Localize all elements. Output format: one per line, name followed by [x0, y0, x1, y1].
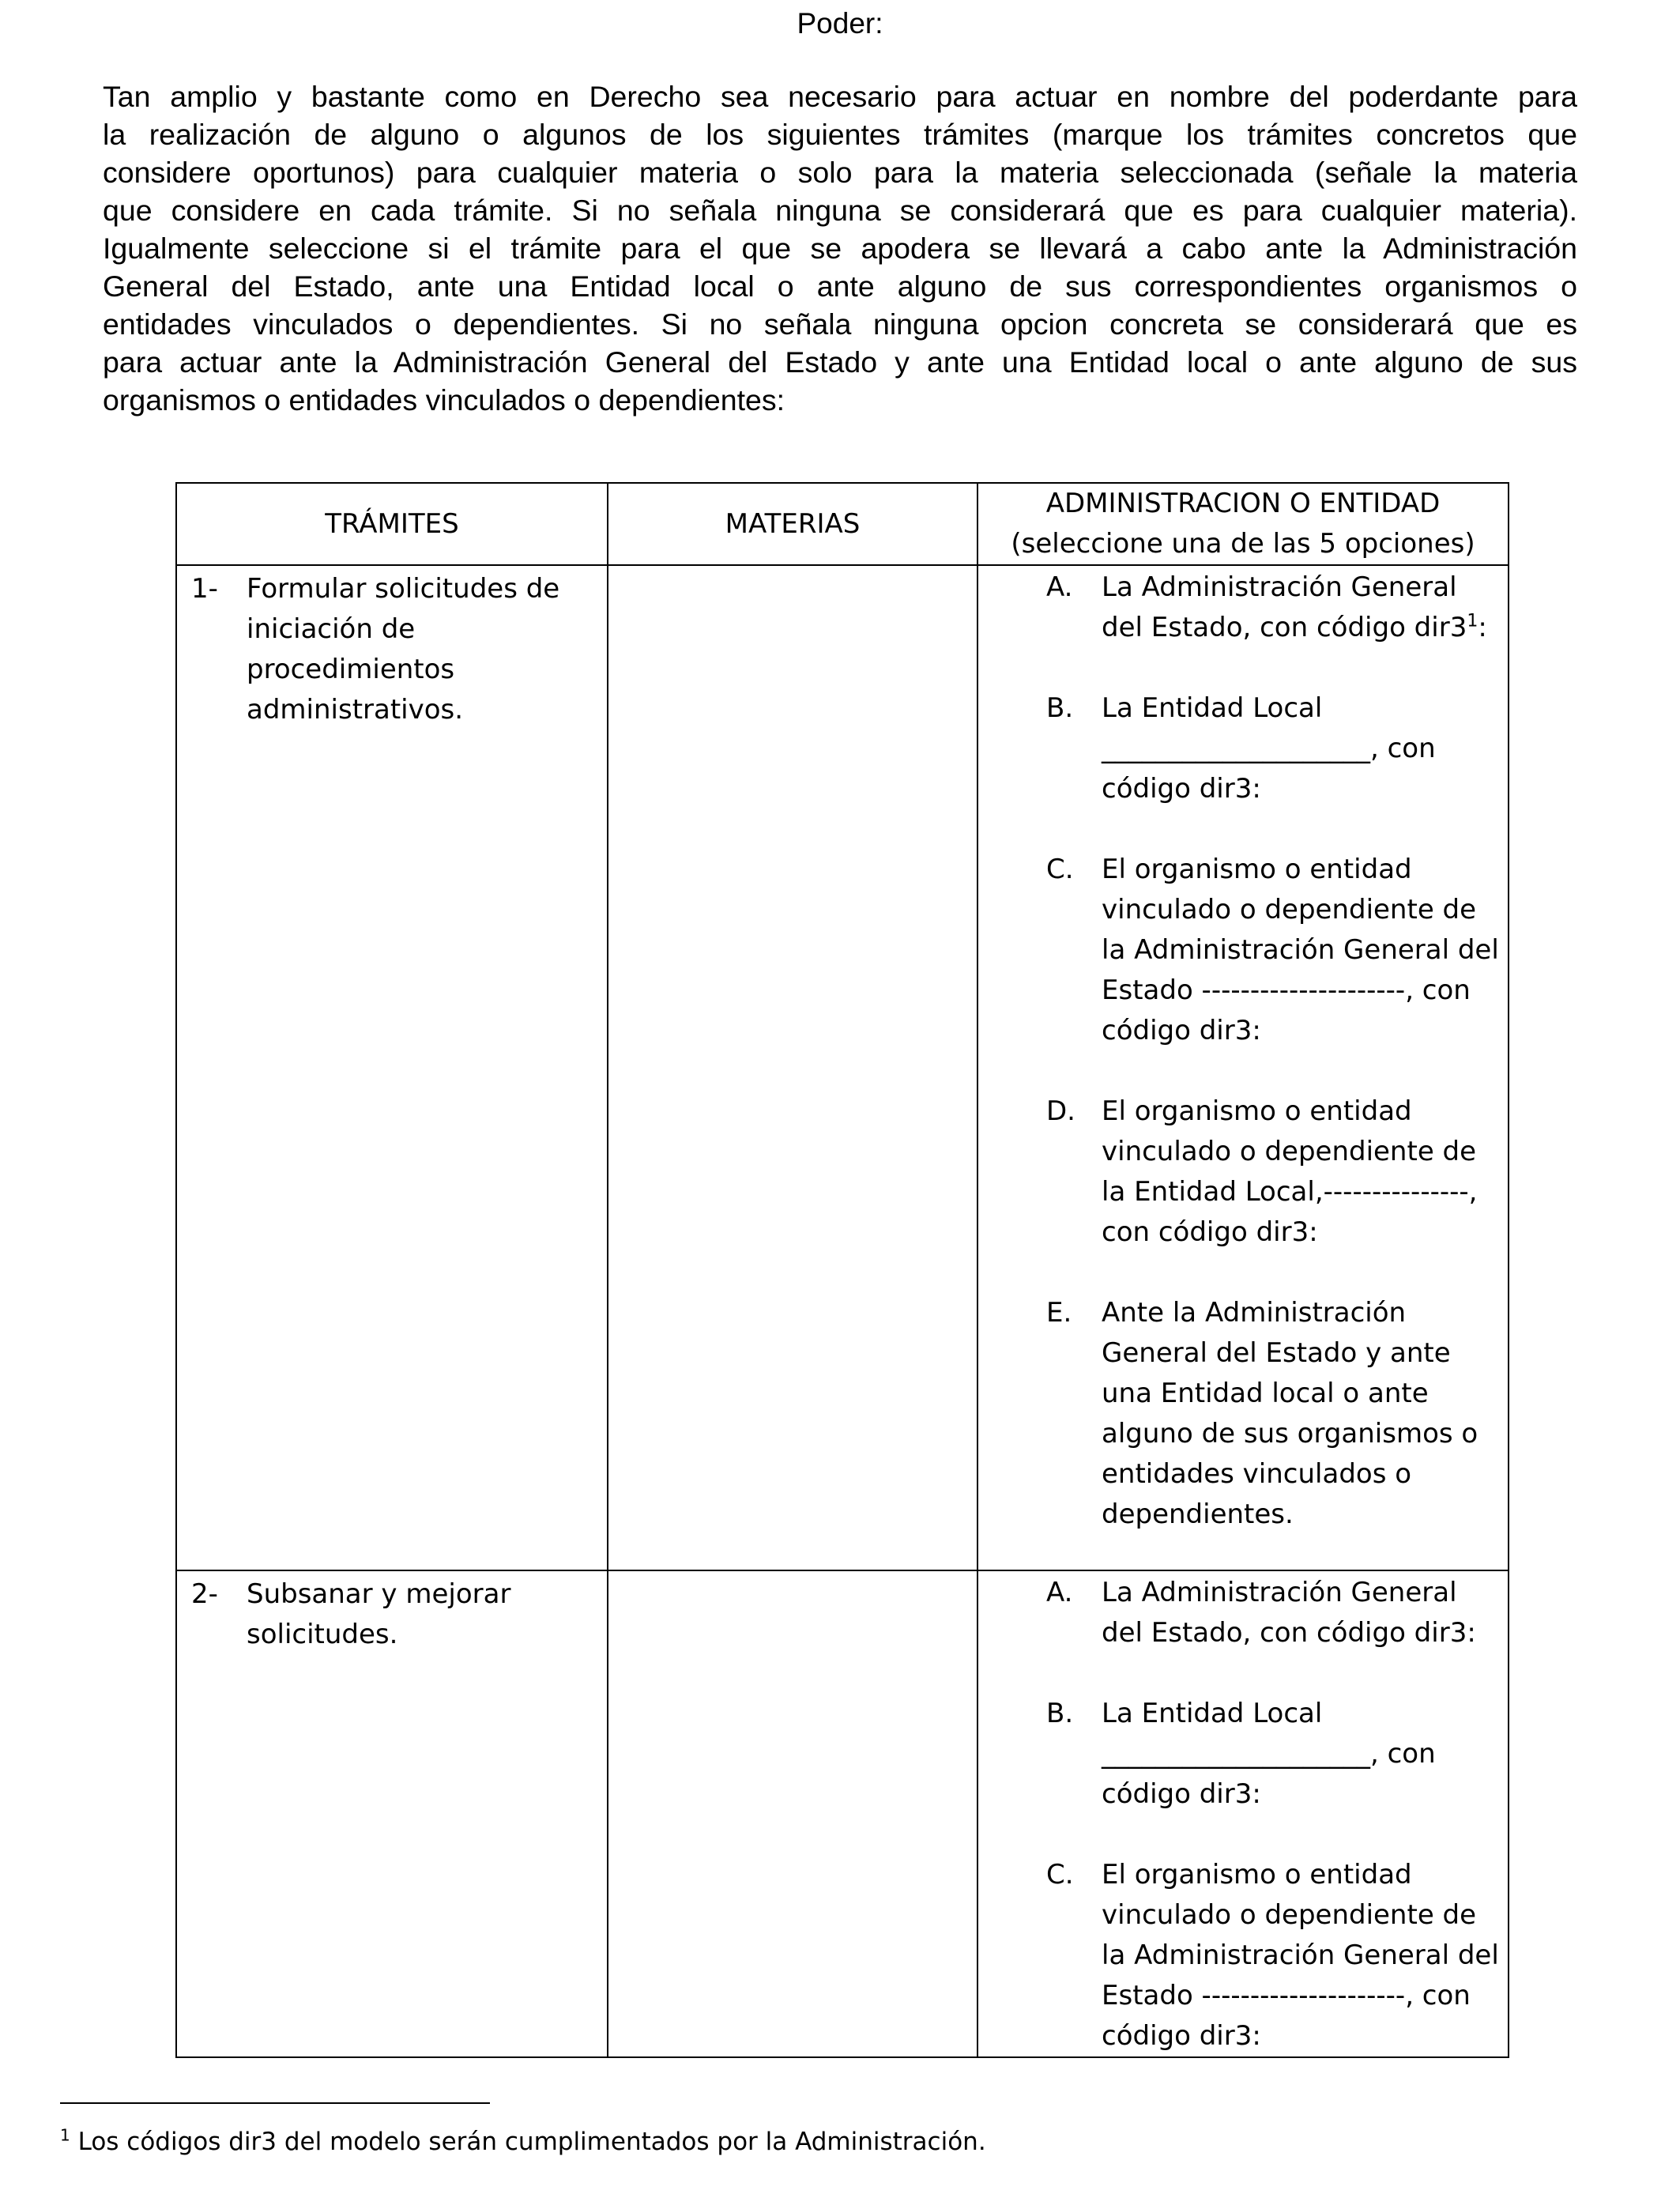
option-text: [1102, 567, 1500, 648]
admin-option[interactable]: [978, 567, 1508, 648]
footnote-ref: 1: [1467, 611, 1478, 631]
option-letter: A.: [1046, 1577, 1073, 1608]
header-materias: MATERIAS: [608, 483, 977, 565]
option-text-main: La Administración General del Estado, con código dir3: [1102, 571, 1467, 643]
intro-line: considere oportunos) para cualquier materia o solo para la materia seleccionada (señale la materia: [103, 156, 1577, 189]
option-letter: A.: [1046, 571, 1073, 603]
intro-line: la realización de alguno o algunos de los siguientes trámites (marque los trámites concretos que: [103, 118, 1577, 151]
option-letter: C.: [1046, 1859, 1074, 1891]
admin-option[interactable]: [978, 1293, 1508, 1535]
intro-line: organismos o entidades vinculados o dependientes:: [103, 383, 785, 417]
header-tramites: TRÁMITES: [176, 483, 608, 565]
admin-option[interactable]: [978, 1694, 1508, 1815]
intro-line: entidades vinculados o dependientes. Si no señala ninguna opcion concreta se considerará que es: [103, 307, 1577, 341]
materia-cell[interactable]: [608, 1570, 977, 2057]
option-letter: B.: [1046, 1698, 1074, 1729]
tramite-cell[interactable]: [176, 565, 608, 1570]
option-letter: D.: [1046, 1095, 1075, 1127]
admin-option[interactable]: [978, 1855, 1508, 2056]
admin-option[interactable]: [978, 688, 1508, 809]
footnote-marker: 1: [60, 2125, 70, 2145]
option-text: El organismo o entidad vinculado o dependiente de la Entidad Local,---------------, con código dir3:: [1102, 1095, 1478, 1248]
option-text: El organismo o entidad vinculado o dependiente de la Administración General del Estado ---------------------, con código dir3:: [1102, 1859, 1499, 2052]
tramite-number: 2-: [191, 1578, 218, 1610]
option-text: La Entidad Local ____________________, con código dir3:: [1102, 1698, 1436, 1810]
option-text: La Administración General del Estado, con código dir3:: [1102, 1577, 1476, 1649]
table-row: [176, 1570, 1509, 2057]
table-row: [176, 565, 1509, 1570]
intro-line: para actuar ante la Administración General del Estado y ante una Entidad local o ante alguno de sus: [103, 345, 1577, 379]
intro-line: General del Estado, ante una Entidad local o ante alguno de sus correspondientes organismos o: [103, 270, 1577, 303]
footnote-separator: [60, 2102, 490, 2104]
page-heading: Poder:: [797, 7, 883, 40]
option-text: El organismo o entidad vinculado o dependiente de la Administración General del Estado ---------------------, con código dir3:: [1102, 854, 1499, 1046]
intro-paragraph: [103, 77, 1577, 419]
table-header-row: [176, 483, 1509, 565]
intro-line: que considere en cada trámite. Si no señala ninguna se considerará que es para cualquier materia).: [103, 194, 1577, 227]
option-letter: B.: [1046, 692, 1074, 724]
header-administracion-hint: (seleccione una de las 5 opciones): [1011, 528, 1475, 560]
tramite-text: Formular solicitudes de iniciación de procedimientos administrativos.: [247, 573, 560, 726]
intro-line: Igualmente seleccione si el trámite para el que se apodera se llevará a cabo ante la Administración: [103, 232, 1577, 265]
header-administracion: [977, 483, 1509, 565]
powers-table: [175, 482, 1509, 2058]
admin-option[interactable]: [978, 1573, 1508, 1653]
intro-line: Tan amplio y bastante como en Derecho sea necesario para actuar en nombre del poderdante para: [103, 80, 1577, 113]
footnote-text: Los códigos dir3 del modelo serán cumplimentados por la Administración.: [70, 2128, 986, 2156]
admin-option[interactable]: [978, 1091, 1508, 1253]
admin-option[interactable]: [978, 850, 1508, 1051]
tramite-number: 1-: [191, 573, 218, 605]
option-text: Ante la Administración General del Estado y ante una Entidad local o ante alguno de sus organismos o entidades vinculados o dependientes.: [1102, 1297, 1478, 1530]
option-text: La Entidad Local ____________________, con código dir3:: [1102, 692, 1436, 805]
tramite-cell[interactable]: [176, 1570, 608, 2057]
materia-cell[interactable]: [608, 565, 977, 1570]
option-text-suffix: :: [1478, 612, 1487, 643]
option-letter: E.: [1046, 1297, 1072, 1329]
footnote: [60, 2124, 986, 2159]
administracion-cell[interactable]: [977, 565, 1509, 1570]
option-letter: C.: [1046, 854, 1074, 885]
tramite-text: Subsanar y mejorar solicitudes.: [247, 1578, 511, 1650]
administracion-cell[interactable]: [977, 1570, 1509, 2057]
header-administracion-title: ADMINISTRACION O ENTIDAD: [1045, 488, 1441, 519]
